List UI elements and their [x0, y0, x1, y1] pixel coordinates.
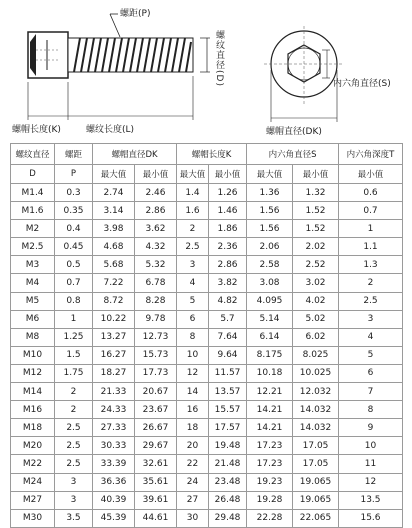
table-cell: 15.6	[339, 509, 403, 527]
header-row	[11, 144, 403, 165]
table-cell: 23.48	[209, 473, 247, 491]
table-row	[11, 292, 403, 310]
hex-socket-label: 内六角直径(S)	[333, 79, 391, 89]
header-hex-diameter: 内六角直径S	[247, 144, 339, 165]
table-cell: 0.5	[55, 256, 93, 274]
thread-length-label: 螺纹长度(L)	[86, 125, 135, 135]
table-cell: 3	[55, 491, 93, 509]
subheader-cell: 最小值	[293, 165, 339, 184]
pitch-label: 螺距(P)	[120, 9, 151, 19]
table-cell: 8	[339, 401, 403, 419]
table-cell: 7.64	[209, 328, 247, 346]
table-cell: 21.48	[209, 455, 247, 473]
table-cell: 7.22	[93, 274, 135, 292]
table-cell: M27	[11, 491, 55, 509]
table-cell: 2	[339, 274, 403, 292]
table-cell: 1.86	[209, 220, 247, 238]
table-cell: 1.36	[247, 184, 293, 202]
table-cell: M2.5	[11, 238, 55, 256]
table-cell: M30	[11, 509, 55, 527]
table-cell: 9.64	[209, 346, 247, 364]
table-cell: 1.56	[247, 220, 293, 238]
table-cell: 30.33	[93, 437, 135, 455]
table-cell: 3.14	[93, 202, 135, 220]
header-pitch: 螺距	[55, 144, 93, 165]
table-cell: 1.25	[55, 328, 93, 346]
subheader-cell: P	[55, 165, 93, 184]
table-row	[11, 310, 403, 328]
table-cell: 24.33	[93, 401, 135, 419]
table-row	[11, 238, 403, 256]
subheader-cell: 最大值	[177, 165, 209, 184]
table-cell: 6.02	[293, 328, 339, 346]
table-cell: 9.78	[135, 310, 177, 328]
table-cell: 17.73	[135, 364, 177, 382]
spec-table-body	[11, 184, 403, 528]
table-row	[11, 509, 403, 527]
table-cell: 2	[55, 383, 93, 401]
table-cell: 19.23	[247, 473, 293, 491]
table-cell: 13.5	[339, 491, 403, 509]
table-cell: 3.02	[293, 274, 339, 292]
table-cell: 14	[177, 383, 209, 401]
table-cell: 4	[177, 274, 209, 292]
table-cell: 15.73	[135, 346, 177, 364]
table-cell: 1.4	[177, 184, 209, 202]
table-cell: M20	[11, 437, 55, 455]
table-cell: 19.28	[247, 491, 293, 509]
table-cell: 2.5	[339, 292, 403, 310]
table-cell: 10.025	[293, 364, 339, 382]
table-cell: 8	[177, 328, 209, 346]
table-cell: M10	[11, 346, 55, 364]
subheader-cell: 最小值	[339, 165, 403, 184]
table-cell: M3	[11, 256, 55, 274]
table-cell: 2.5	[55, 437, 93, 455]
table-cell: 0.8	[55, 292, 93, 310]
table-cell: 1.46	[209, 202, 247, 220]
table-cell: 30	[177, 509, 209, 527]
table-cell: 12	[339, 473, 403, 491]
subheader-cell: 最大值	[93, 165, 135, 184]
header-head-length: 螺帽长度K	[177, 144, 247, 165]
table-cell: 14.032	[293, 419, 339, 437]
table-cell: 14.21	[247, 419, 293, 437]
table-cell: 0.6	[339, 184, 403, 202]
table-cell: 1.26	[209, 184, 247, 202]
table-cell: M16	[11, 401, 55, 419]
table-cell: 5	[177, 292, 209, 310]
table-cell: 32.61	[135, 455, 177, 473]
table-cell: 8.28	[135, 292, 177, 310]
table-cell: M14	[11, 383, 55, 401]
header-head-diameter: 螺帽直径DK	[93, 144, 177, 165]
table-cell: 1.56	[247, 202, 293, 220]
table-row	[11, 419, 403, 437]
table-row	[11, 455, 403, 473]
table-cell: 0.35	[55, 202, 93, 220]
table-cell: 20	[177, 437, 209, 455]
table-row	[11, 202, 403, 220]
table-cell: M1.6	[11, 202, 55, 220]
table-cell: 19.065	[293, 473, 339, 491]
table-cell: 17.05	[293, 455, 339, 473]
table-cell: 2.06	[247, 238, 293, 256]
table-row	[11, 364, 403, 382]
table-cell: 5.02	[293, 310, 339, 328]
table-cell: 5.14	[247, 310, 293, 328]
table-row	[11, 473, 403, 491]
table-row	[11, 256, 403, 274]
subheader-cell: 最小值	[135, 165, 177, 184]
table-cell: 2	[55, 401, 93, 419]
table-cell: M18	[11, 419, 55, 437]
table-cell: 2.5	[55, 455, 93, 473]
table-cell: 8.025	[293, 346, 339, 364]
table-cell: 14.032	[293, 401, 339, 419]
table-cell: 3.82	[209, 274, 247, 292]
table-cell: 10.22	[93, 310, 135, 328]
table-cell: M1.4	[11, 184, 55, 202]
table-cell: 14.21	[247, 401, 293, 419]
table-cell: 1	[339, 220, 403, 238]
table-cell: 17.05	[293, 437, 339, 455]
table-cell: 27.33	[93, 419, 135, 437]
table-cell: 13.57	[209, 383, 247, 401]
table-cell: 4.02	[293, 292, 339, 310]
table-cell: 3	[339, 310, 403, 328]
table-cell: 17.57	[209, 419, 247, 437]
table-cell: 12.032	[293, 383, 339, 401]
head-diameter-label: 螺帽直径(DK)	[266, 127, 322, 137]
table-cell: 5.32	[135, 256, 177, 274]
thread-diameter-label: 螺纹直径(D)	[214, 30, 224, 87]
table-cell: 3.08	[247, 274, 293, 292]
table-cell: 6	[177, 310, 209, 328]
table-cell: 0.3	[55, 184, 93, 202]
table-cell: 1.52	[293, 220, 339, 238]
table-cell: 2.02	[293, 238, 339, 256]
table-cell: 12.21	[247, 383, 293, 401]
table-row	[11, 220, 403, 238]
table-cell: 11	[339, 455, 403, 473]
table-cell: 3	[55, 473, 93, 491]
table-cell: 2.86	[135, 202, 177, 220]
table-cell: 4.095	[247, 292, 293, 310]
table-row	[11, 383, 403, 401]
table-cell: 6.78	[135, 274, 177, 292]
table-cell: 2.46	[135, 184, 177, 202]
table-cell: 5.7	[209, 310, 247, 328]
subheader-cell: D	[11, 165, 55, 184]
table-cell: 4.82	[209, 292, 247, 310]
table-cell: 2	[177, 220, 209, 238]
table-cell: M4	[11, 274, 55, 292]
table-cell: 35.61	[135, 473, 177, 491]
table-cell: 40.39	[93, 491, 135, 509]
table-cell: 6	[339, 364, 403, 382]
table-cell: 10	[339, 437, 403, 455]
table-cell: 19.48	[209, 437, 247, 455]
table-cell: 1.6	[177, 202, 209, 220]
table-cell: 27	[177, 491, 209, 509]
subheader-row	[11, 165, 403, 184]
table-cell: 2.36	[209, 238, 247, 256]
header-thread-diameter: 螺纹直径	[11, 144, 55, 165]
table-cell: 2.86	[209, 256, 247, 274]
table-cell: 22.28	[247, 509, 293, 527]
table-cell: 6.14	[247, 328, 293, 346]
subheader-cell: 最大值	[247, 165, 293, 184]
table-cell: 1.32	[293, 184, 339, 202]
table-cell: 1	[55, 310, 93, 328]
table-cell: M22	[11, 455, 55, 473]
table-cell: 17.23	[247, 437, 293, 455]
table-cell: 26.67	[135, 419, 177, 437]
table-cell: 2.58	[247, 256, 293, 274]
table-cell: 0.7	[339, 202, 403, 220]
table-cell: 0.4	[55, 220, 93, 238]
table-cell: 26.48	[209, 491, 247, 509]
screw-diagram	[0, 0, 412, 140]
table-cell: M2	[11, 220, 55, 238]
table-cell: M12	[11, 364, 55, 382]
table-cell: 0.45	[55, 238, 93, 256]
table-row	[11, 346, 403, 364]
table-cell: 3.5	[55, 509, 93, 527]
table-cell: 45.39	[93, 509, 135, 527]
table-cell: 1.1	[339, 238, 403, 256]
table-cell: 21.33	[93, 383, 135, 401]
table-cell: 5.68	[93, 256, 135, 274]
table-cell: 10	[177, 346, 209, 364]
table-row	[11, 274, 403, 292]
screw-drawing	[0, 0, 412, 140]
table-row	[11, 328, 403, 346]
subheader-cell: 最小值	[209, 165, 247, 184]
table-cell: 7	[339, 383, 403, 401]
table-cell: 39.61	[135, 491, 177, 509]
table-cell: 4.32	[135, 238, 177, 256]
table-cell: 18.27	[93, 364, 135, 382]
table-cell: 4	[339, 328, 403, 346]
table-cell: 3.62	[135, 220, 177, 238]
table-cell: 19.065	[293, 491, 339, 509]
table-cell: M5	[11, 292, 55, 310]
table-cell: 1.3	[339, 256, 403, 274]
table-cell: 13.27	[93, 328, 135, 346]
table-cell: 3.98	[93, 220, 135, 238]
table-cell: 1.75	[55, 364, 93, 382]
table-cell: 2.74	[93, 184, 135, 202]
table-cell: M6	[11, 310, 55, 328]
table-cell: 17.23	[247, 455, 293, 473]
header-hex-depth: 内六角深度T	[339, 144, 403, 165]
table-cell: 18	[177, 419, 209, 437]
table-row	[11, 184, 403, 202]
table-cell: 22.065	[293, 509, 339, 527]
table-cell: 1.52	[293, 202, 339, 220]
table-cell: 16	[177, 401, 209, 419]
table-cell: 20.67	[135, 383, 177, 401]
table-cell: 11.57	[209, 364, 247, 382]
table-row	[11, 437, 403, 455]
table-cell: 29.48	[209, 509, 247, 527]
table-row	[11, 491, 403, 509]
table-cell: 3	[177, 256, 209, 274]
table-cell: 2.5	[55, 419, 93, 437]
spec-table	[10, 143, 403, 528]
table-cell: 0.7	[55, 274, 93, 292]
table-cell: 36.36	[93, 473, 135, 491]
table-row	[11, 401, 403, 419]
table-cell: 16.27	[93, 346, 135, 364]
table-cell: 8.72	[93, 292, 135, 310]
table-cell: M24	[11, 473, 55, 491]
table-cell: 2.5	[177, 238, 209, 256]
table-cell: 23.67	[135, 401, 177, 419]
table-cell: 33.39	[93, 455, 135, 473]
table-cell: 4.68	[93, 238, 135, 256]
table-cell: 5	[339, 346, 403, 364]
table-cell: 1.5	[55, 346, 93, 364]
table-cell: 24	[177, 473, 209, 491]
table-cell: 10.18	[247, 364, 293, 382]
table-cell: 9	[339, 419, 403, 437]
table-cell: 12.73	[135, 328, 177, 346]
table-cell: 15.57	[209, 401, 247, 419]
table-cell: 44.61	[135, 509, 177, 527]
table-cell: 22	[177, 455, 209, 473]
table-cell: 2.52	[293, 256, 339, 274]
table-cell: M8	[11, 328, 55, 346]
table-cell: 8.175	[247, 346, 293, 364]
head-length-label: 螺帽长度(K)	[12, 125, 61, 135]
table-cell: 12	[177, 364, 209, 382]
table-cell: 29.67	[135, 437, 177, 455]
